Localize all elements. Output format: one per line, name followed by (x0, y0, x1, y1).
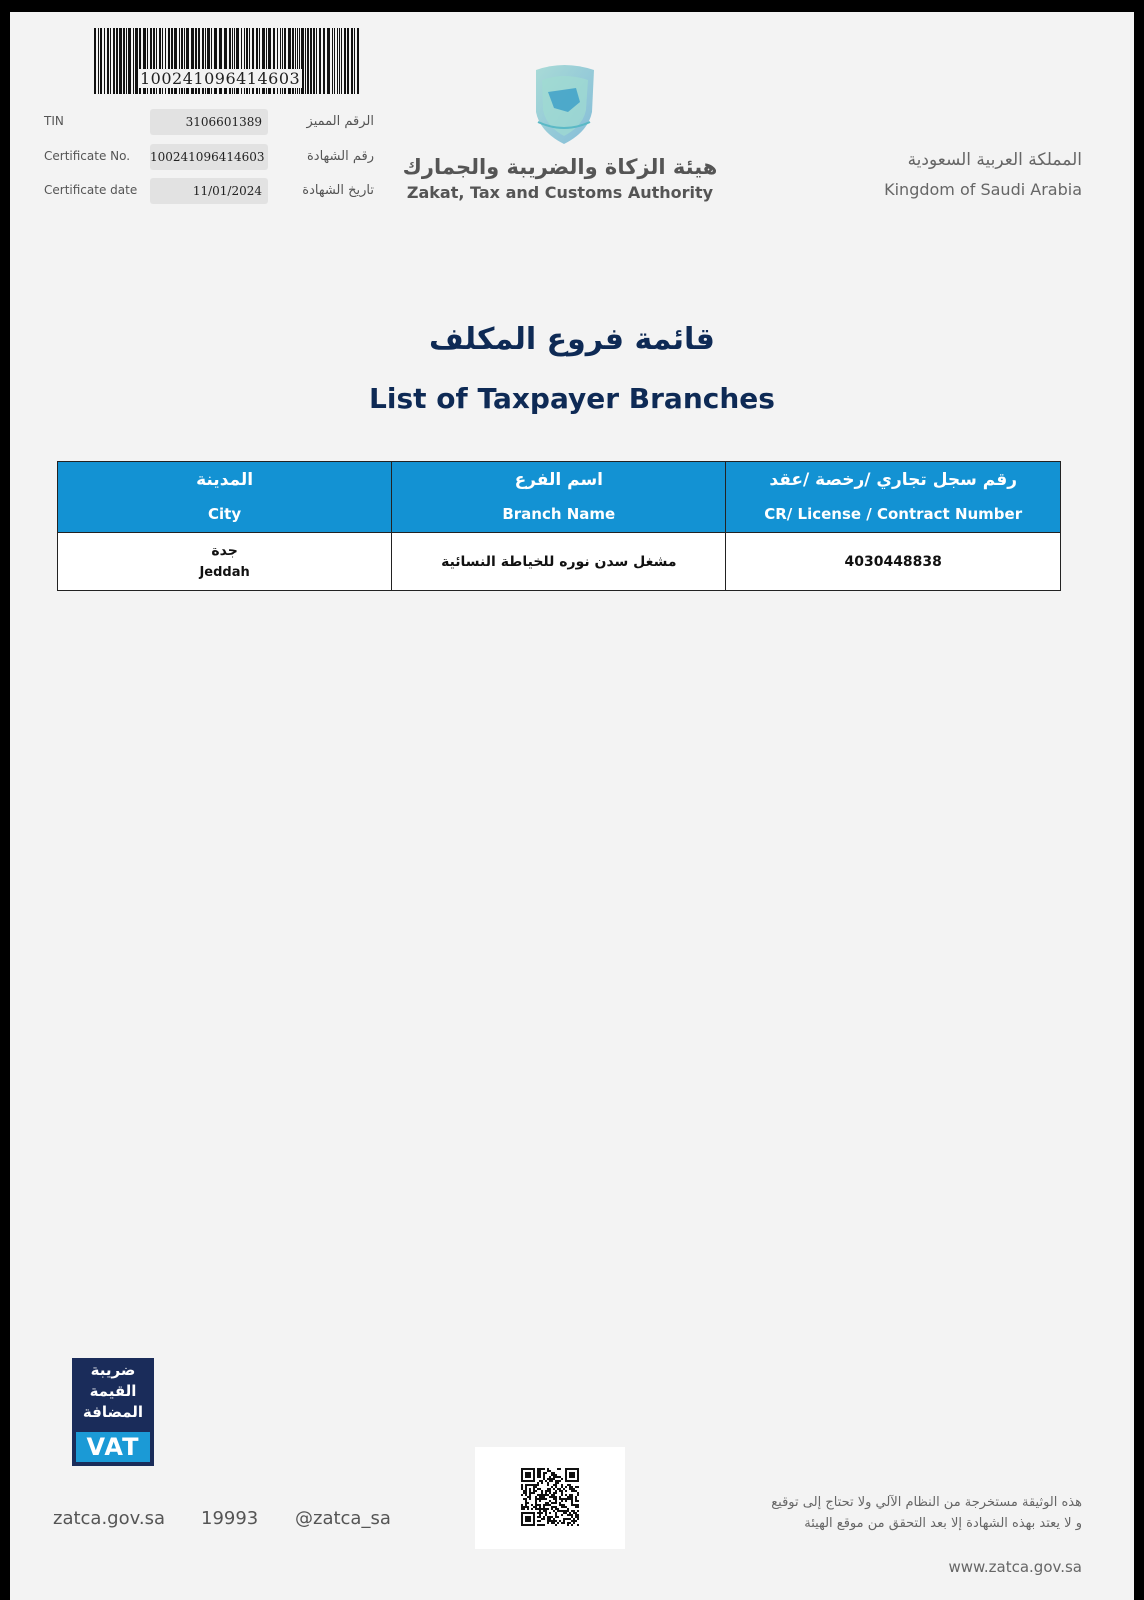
column-header-cr-number-en: CR/ License / Contract Number (764, 505, 1023, 523)
column-header-city-en: City (208, 505, 242, 523)
footer-phone: 19993 (201, 1508, 259, 1529)
certificate-page (10, 12, 1134, 1600)
page-title-en: List of Taxpayer Branches (369, 382, 775, 415)
cell-city-ar: جدة (211, 542, 238, 559)
table-header-row (58, 462, 1061, 533)
tin-row (44, 109, 374, 135)
qr-code-icon (521, 1467, 579, 1527)
cell-branch-name-text: مشغل سدن نوره للخياطة النسائية (441, 553, 677, 570)
country-name-ar: المملكة العربية السعودية (907, 150, 1082, 170)
column-header-branch-name-en: Branch Name (502, 505, 616, 523)
certificate-date-row (44, 178, 374, 204)
barcode-number: 100241096414603 (140, 69, 301, 88)
branches-table (57, 461, 1061, 591)
vat-logo-badge: VAT (76, 1432, 150, 1462)
certificate-date-value: 11/01/2024 (150, 178, 268, 204)
tin-label-ar: الرقم المميز (306, 114, 374, 129)
cell-city-en: Jeddah (199, 564, 250, 580)
disclaimer-website: www.zatca.gov.sa (948, 1558, 1082, 1576)
column-header-cr-number-ar: رقم سجل تجاري /رخصة /عقد (769, 470, 1018, 490)
table-row (58, 533, 1061, 591)
cell-city (58, 533, 392, 591)
disclaimer-line-1: هذه الوثيقة مستخرجة من النظام الآلي ولا تحتاج إلى توقيع (771, 1495, 1082, 1510)
vat-logo-line-3: المضافة (82, 1403, 144, 1421)
footer-social-handle: @zatca_sa (295, 1508, 391, 1529)
page-title-ar: قائمة فروع المكلف (429, 322, 715, 357)
qr-code-container (475, 1447, 625, 1549)
zatca-logo-icon (528, 62, 600, 146)
certificate-no-value: 100241096414603 (150, 144, 268, 170)
tin-value: 3106601389 (150, 109, 268, 135)
vat-logo-line-2: القيمة (89, 1382, 137, 1400)
column-header-city-ar: المدينة (196, 470, 254, 490)
cell-branch-name (392, 533, 726, 591)
certificate-date-label-en: Certificate date (44, 183, 138, 197)
country-name-en: Kingdom of Saudi Arabia (884, 180, 1082, 199)
column-header-branch-name-ar: اسم الفرع (514, 470, 603, 490)
tin-label-en: TIN (44, 114, 64, 128)
certificate-no-label-en: Certificate No. (44, 149, 131, 163)
certificate-date-label-ar: تاريخ الشهادة (302, 183, 374, 198)
cell-cr-number: 4030448838 (726, 533, 1061, 591)
certificate-no-label-ar: رقم الشهادة (307, 149, 374, 164)
vat-logo (72, 1358, 154, 1466)
column-header-branch-name (392, 462, 726, 533)
footer-disclaimer (662, 1492, 1082, 1534)
footer-website: zatca.gov.sa (53, 1508, 166, 1529)
vat-logo-line-1: ضريبة (90, 1361, 136, 1379)
certificate-no-row (44, 144, 374, 170)
disclaimer-line-2: و لا يعتد بهذه الشهادة إلا بعد التحقق من موقع الهيئة (804, 1516, 1082, 1531)
column-header-cr-number (726, 462, 1061, 533)
column-header-city (58, 462, 392, 533)
org-name-en: Zakat, Tax and Customs Authority (406, 183, 714, 202)
vat-logo-text-ar (72, 1360, 154, 1423)
org-name-ar: هيئة الزكاة والضريبة والجمارك (402, 155, 718, 179)
